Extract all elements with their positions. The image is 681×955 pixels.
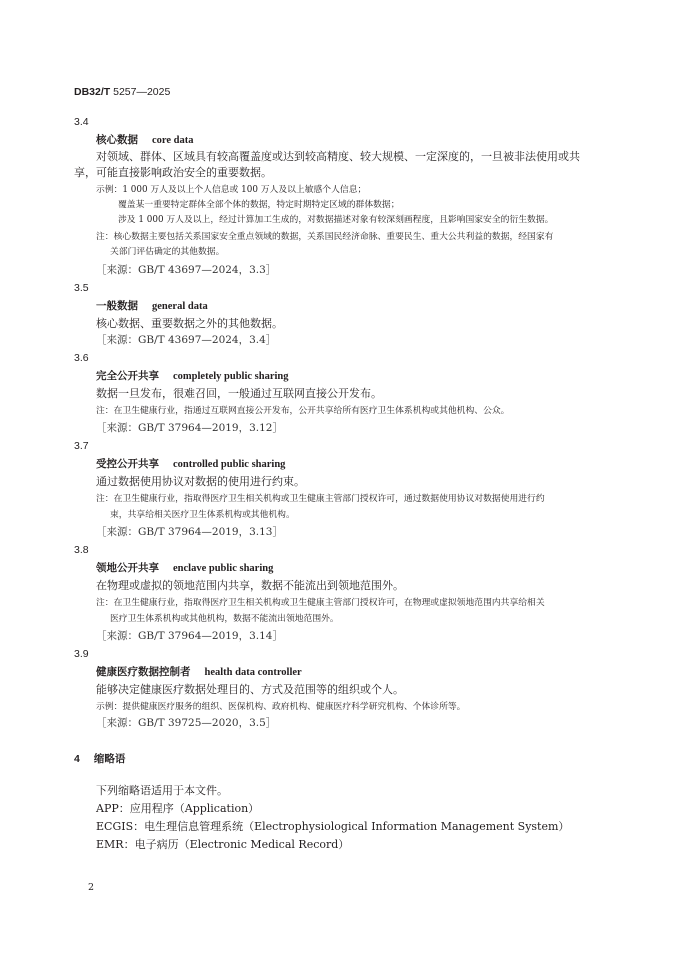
note-line: 医疗卫生体系机构或其他机构，数据不能流出领地范围外。: [110, 614, 339, 624]
term-en: general data: [152, 301, 208, 312]
term-zh: 核心数据: [96, 134, 138, 146]
term-heading: [96, 456, 285, 471]
term-en: completely public sharing: [173, 371, 289, 382]
section-intro: 下列缩略语适用于本文件。: [96, 784, 228, 797]
definition-line: 享，可能直接影响政治安全的重要数据。: [74, 166, 272, 179]
clause-number: 3.4: [74, 116, 89, 128]
term-en: enclave public sharing: [173, 563, 274, 574]
term-en: core data: [152, 135, 194, 146]
note-line: 注：在卫生健康行业，指通过互联网直接公开发布，公开共享给所有医疗卫生体系机构或其他机构、公众。: [96, 406, 510, 416]
term-zh: 健康医疗数据控制者: [96, 666, 191, 678]
clause-number: 3.7: [74, 440, 89, 452]
note-line: 关部门评估确定的其他数据。: [110, 247, 225, 257]
definition-line: 在物理或虚拟的领地范围内共享，数据不能流出到领地范围外。: [96, 579, 404, 592]
example-line: 示例：提供健康医疗服务的组织、医保机构、政府机构、健康医疗科学研究机构、个体诊所等。: [96, 702, 466, 712]
term-zh: 一般数据: [96, 300, 138, 312]
term-en: controlled public sharing: [173, 459, 286, 470]
example-line: 涉及 1 000 万人及以上，经过计算加工生成的，对数据描述对象有较深刻画程度，且影响国家安全的衍生数据。: [118, 215, 554, 225]
source-reference: ［来源：GB/T 37964—2019，3.14］: [96, 630, 283, 642]
term-zh: 受控公开共享: [96, 458, 159, 470]
section-title: 缩略语: [93, 753, 126, 765]
source-reference: ［来源：GB/T 43697—2024，3.4］: [96, 334, 277, 346]
definition-line: 对领域、群体、区域具有较高覆盖度或达到较高精度、较大规模、一定深度的，一旦被非法使用或共: [96, 150, 580, 163]
example-line: 示例：1 000 万人及以上个人信息或 100 万人及以上敏感个人信息；: [96, 185, 367, 195]
page-number: 2: [88, 882, 95, 893]
source-reference: ［来源：GB/T 39725—2020，3.5］: [96, 717, 277, 729]
term-zh: 完全公开共享: [96, 370, 159, 382]
document-header: [74, 86, 170, 98]
note-line: 束，共享给相关医疗卫生体系机构或其他机构。: [110, 510, 295, 520]
definition-line: 核心数据、重要数据之外的其他数据。: [96, 317, 283, 330]
term-heading: [96, 132, 194, 147]
definition-line: 通过数据使用协议对数据的使用进行约束。: [96, 475, 305, 488]
clause-number: 3.9: [74, 648, 89, 660]
term-heading: [96, 298, 208, 313]
section-heading: [74, 751, 125, 766]
standard-code: DB32/T: [74, 86, 111, 98]
abbreviation-item: APP：应用程序（Application）: [96, 802, 260, 815]
section-number: 4: [74, 753, 80, 765]
source-reference: ［来源：GB/T 43697—2024，3.3］: [96, 264, 277, 276]
source-reference: ［来源：GB/T 37964—2019，3.13］: [96, 526, 283, 538]
term-heading: [96, 368, 289, 383]
term-heading: [96, 664, 302, 679]
standard-number: 5257—2025: [113, 86, 171, 98]
abbreviation-item: EMR：电子病历（Electronic Medical Record）: [96, 838, 350, 851]
source-reference: ［来源：GB/T 37964—2019，3.12］: [96, 422, 283, 434]
clause-number: 3.8: [74, 544, 89, 556]
abbreviation-item: ECGIS：电生理信息管理系统（Electrophysiological Information Management System）: [96, 820, 570, 833]
note-line: 注：核心数据主要包括关系国家安全重点领域的数据，关系国民经济命脉、重要民生、重大公共利益的数据，经国家有: [96, 232, 554, 242]
clause-number: 3.5: [74, 282, 89, 294]
note-line: 注：在卫生健康行业，指取得医疗卫生相关机构或卫生健康主管部门授权许可，通过数据使用协议对数据使用进行约: [96, 494, 545, 504]
term-heading: [96, 560, 273, 575]
term-zh: 领地公开共享: [96, 562, 159, 574]
term-en: health data controller: [204, 667, 302, 678]
definition-line: 数据一旦发布，很难召回，一般通过互联网直接公开发布。: [96, 387, 382, 400]
note-line: 注：在卫生健康行业，指取得医疗卫生相关机构或卫生健康主管部门授权许可，在物理或虚拟领地范围内共享给相关: [96, 598, 545, 608]
example-line: 覆盖某一重要特定群体全部个体的数据，特定时期特定区域的群体数据；: [118, 200, 400, 210]
definition-line: 能够决定健康医疗数据处理目的、方式及范围等的组织或个人。: [96, 683, 404, 696]
clause-number: 3.6: [74, 352, 89, 364]
